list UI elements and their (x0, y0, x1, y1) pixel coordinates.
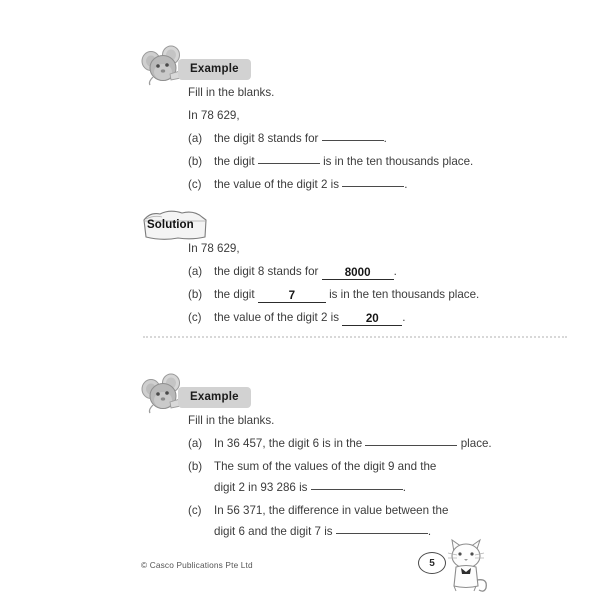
question-item (188, 456, 558, 498)
question-text-before: the digit (214, 155, 255, 168)
example-body-2 (188, 410, 558, 544)
answer-blank[interactable] (258, 152, 320, 164)
section-divider (143, 336, 567, 338)
example-body-1 (188, 82, 558, 197)
solution-text (214, 261, 558, 282)
question-label: (b) (188, 460, 203, 473)
question-text-after: . (383, 132, 387, 145)
subject-line: In 78 629, (188, 109, 240, 122)
answer-blank[interactable] (342, 175, 404, 187)
solution-badge-label: Solution (147, 219, 194, 231)
question-text-before: the digit 8 stands for (214, 132, 319, 145)
solution-item (188, 307, 558, 328)
question-text-before: In 36 457, the digit 6 is in the (214, 437, 363, 450)
question-item (188, 128, 558, 149)
question-item (188, 433, 558, 454)
filled-answer: 8000 (322, 266, 394, 280)
page-number: 5 (418, 552, 446, 574)
question-text-before: the value of the digit 2 is (214, 178, 340, 191)
lead-line: Fill in the blanks. (188, 86, 275, 99)
answer-blank[interactable] (365, 434, 457, 446)
answer-blank[interactable] (336, 522, 428, 534)
solution-text-before: the digit (214, 288, 255, 301)
question-item (188, 500, 558, 542)
question-text-after: place. (460, 437, 492, 450)
question-label: (a) (188, 132, 203, 145)
lead-line: Fill in the blanks. (188, 414, 275, 427)
solution-list (188, 261, 558, 328)
example-badge-label: Example (178, 59, 251, 80)
question-text-before: digit 2 in 93 286 is (214, 481, 308, 494)
question-list (188, 128, 558, 195)
filled-answer: 20 (342, 312, 402, 326)
question-text-line2 (214, 477, 558, 498)
question-label: (b) (188, 155, 203, 168)
question-text (214, 128, 558, 149)
question-text-after: . (404, 178, 408, 191)
example-badge-label: Example (178, 387, 251, 408)
question-text-before: digit 6 and the digit 7 is (214, 525, 333, 538)
solution-text (214, 284, 558, 305)
solution-item (188, 261, 558, 282)
question-text (214, 174, 558, 195)
solution-text-before: the digit 8 stands for (214, 265, 319, 278)
question-item (188, 151, 558, 172)
question-text-after: . (402, 481, 406, 494)
answer-blank[interactable] (322, 129, 384, 141)
solution-text (214, 307, 558, 328)
question-text (214, 433, 558, 454)
cat-icon (440, 536, 492, 594)
example-section-2 (140, 376, 560, 538)
solution-section (140, 208, 560, 325)
solution-text-after: . (402, 311, 406, 324)
solution-item (188, 284, 558, 305)
solution-text-after: is in the ten thousands place. (329, 288, 480, 301)
question-text-line1: In 56 371, the difference in value between the (214, 504, 449, 517)
question-list (188, 433, 558, 542)
answer-blank[interactable] (311, 478, 403, 490)
question-text-after: . (427, 525, 432, 538)
solution-label: (c) (188, 311, 202, 324)
solution-badge (140, 208, 212, 242)
filled-answer: 7 (258, 289, 326, 303)
solution-text-after: . (393, 265, 397, 278)
solution-body (188, 238, 558, 330)
question-label: (c) (188, 178, 202, 191)
solution-label: (a) (188, 265, 203, 278)
question-item (188, 174, 558, 195)
question-text-after: is in the ten thousands place. (323, 155, 474, 168)
question-label: (c) (188, 504, 202, 517)
solution-label: (b) (188, 288, 203, 301)
question-label: (a) (188, 437, 203, 450)
question-text (214, 151, 558, 172)
subject-line: In 78 629, (188, 242, 240, 255)
question-text-line1: The sum of the values of the digit 9 and the (214, 460, 437, 473)
copyright-text: © Casco Publications Pte Ltd (141, 560, 253, 570)
example-section-1 (140, 48, 560, 191)
question-text-line2 (214, 521, 558, 542)
solution-text-before: the value of the digit 2 is (214, 311, 340, 324)
